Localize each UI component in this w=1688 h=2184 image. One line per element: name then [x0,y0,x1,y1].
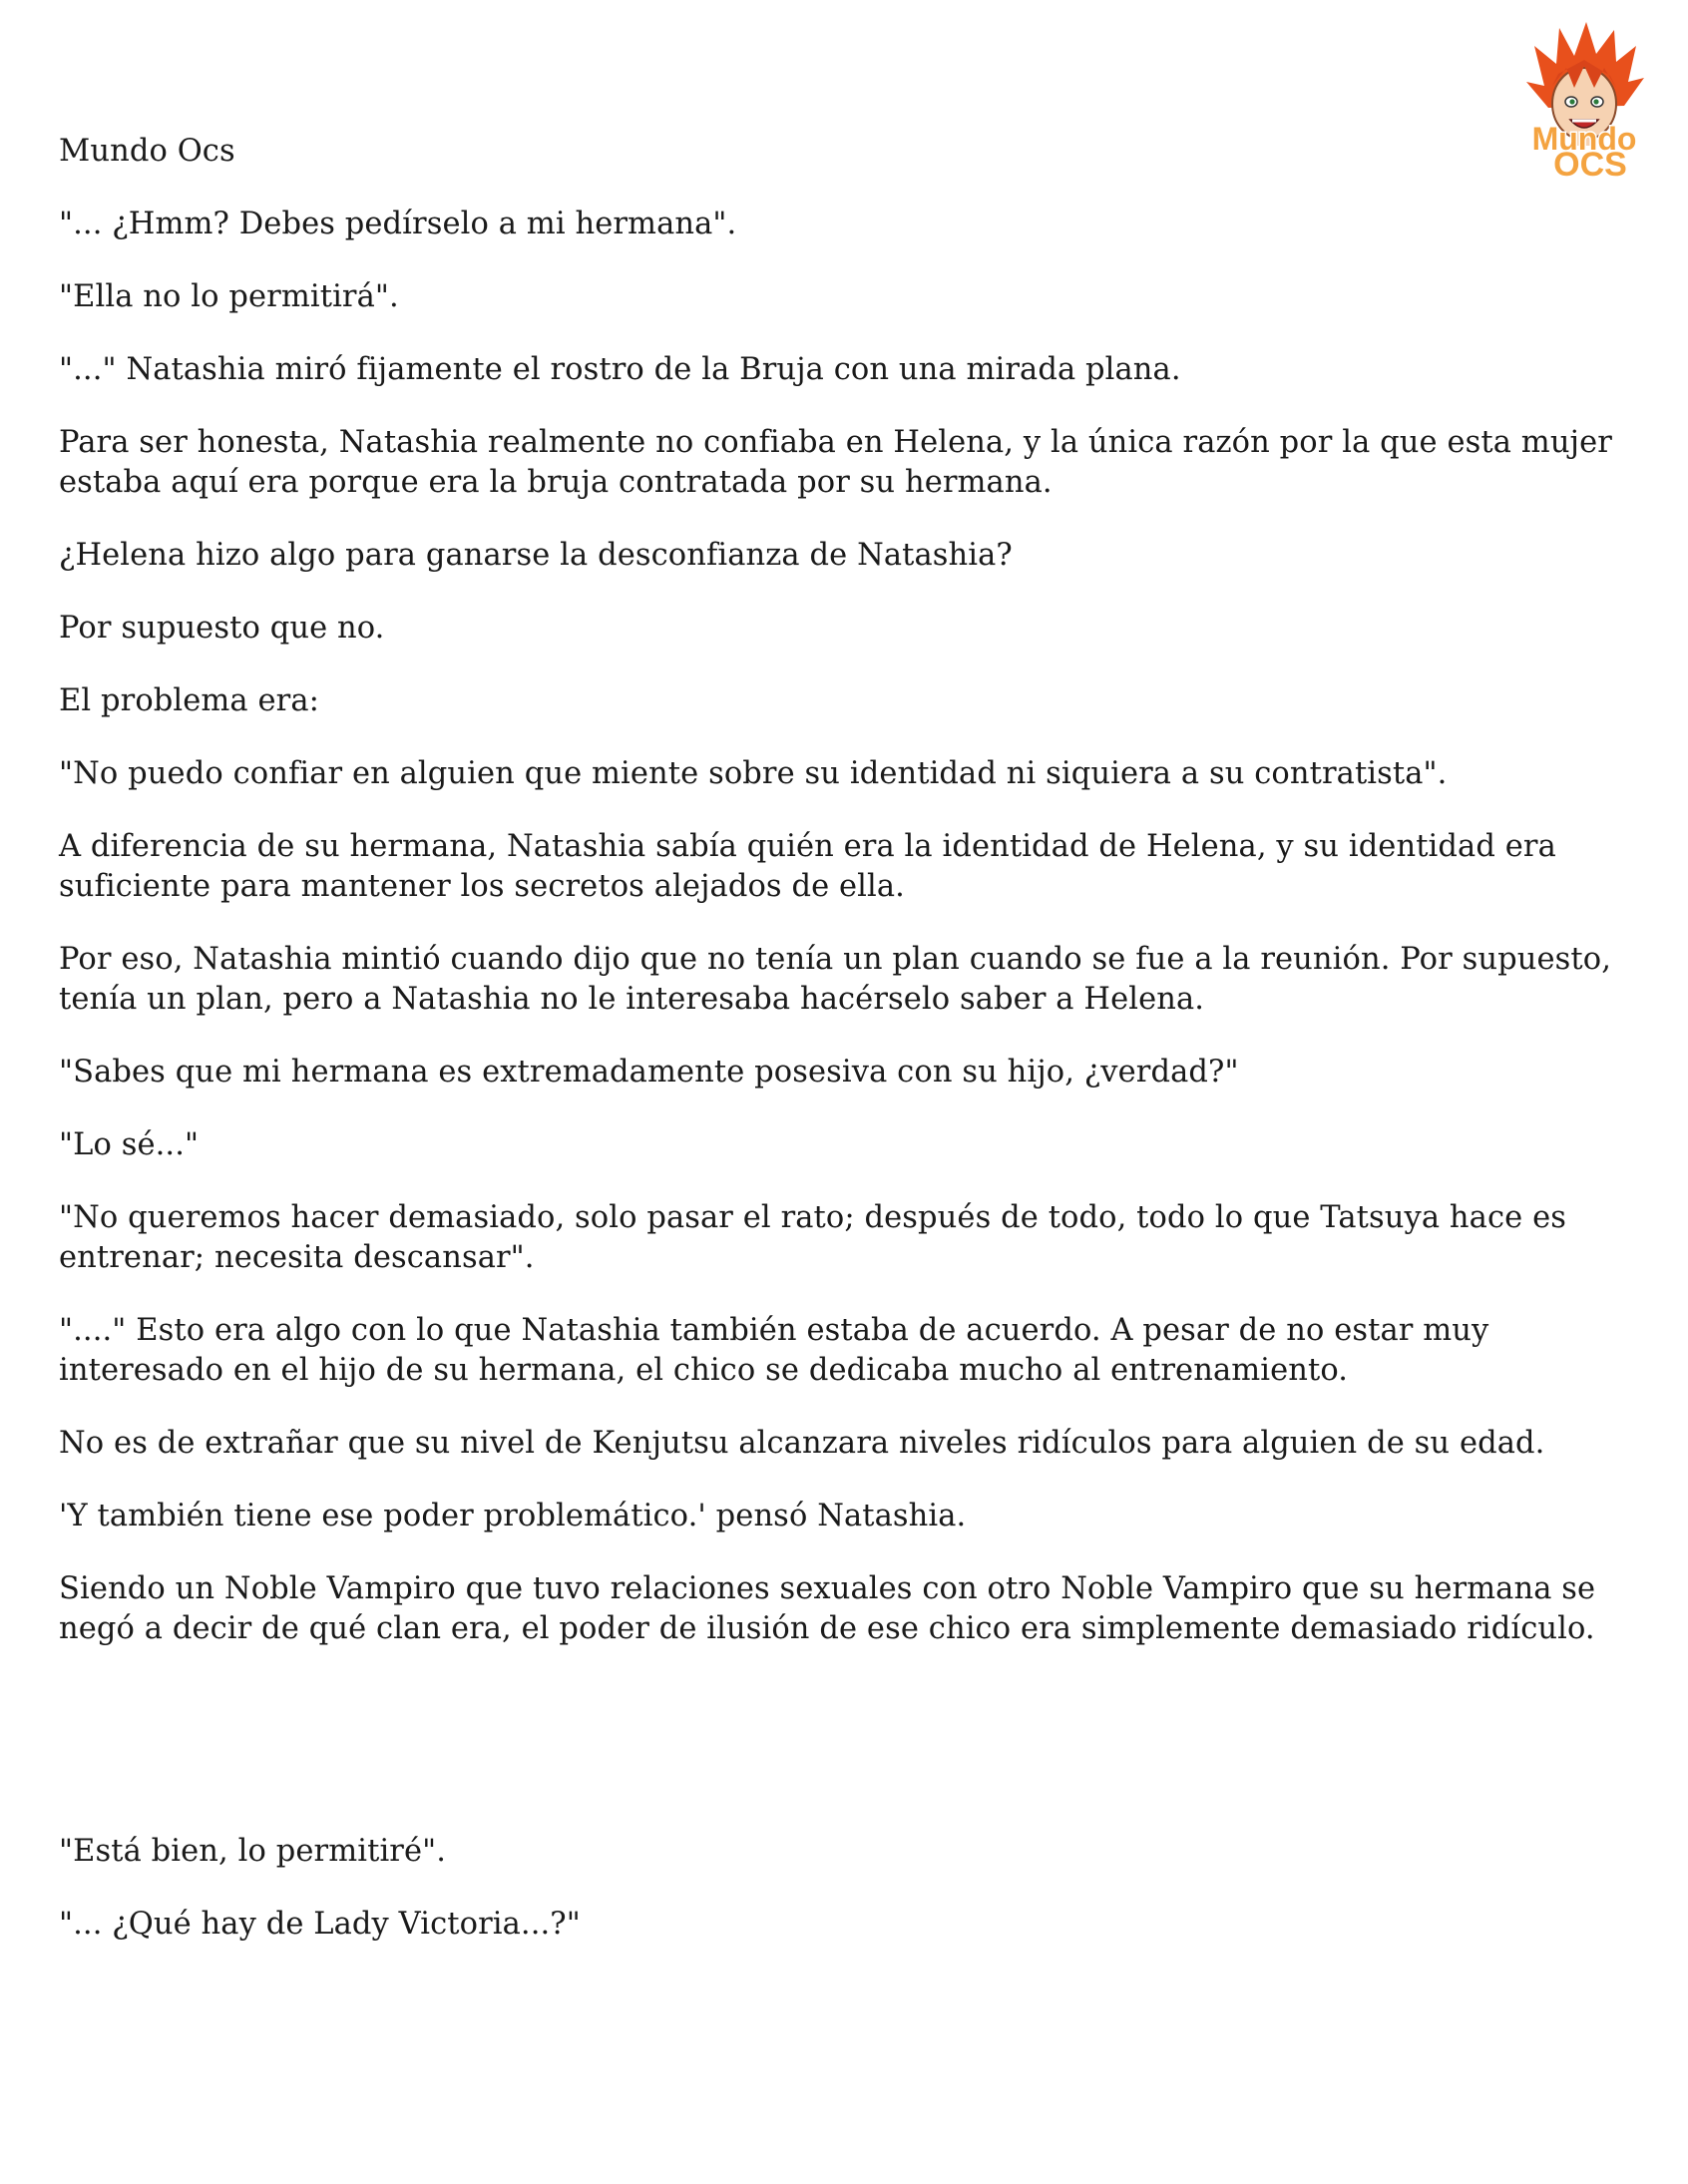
logo-text-line1: Mundo [1531,121,1637,157]
paragraph: "Está bien, lo permitiré". [59,1834,447,1869]
site-name-heading: Mundo Ocs [59,134,235,169]
paragraph: "Lo sé..." [59,1127,200,1162]
paragraph: Por supuesto que no. [59,611,385,646]
paragraph: El problema era: [59,683,319,718]
paragraph: "... ¿Qué hay de Lady Victoria...?" [59,1907,581,1942]
section-break [59,1682,1635,1832]
paragraph: Por eso, Natashia mintió cuando dijo que no tenía un plan cuando se fue a la reunión. Por supuesto, tenía un plan, pero a Natashia no le interesaba hacérselo saber a Helena. [59,942,1612,1017]
paragraph: "Ella no lo permitirá". [59,279,399,314]
paragraph: 'Y también tiene ese poder problemático.' pensó Natashia. [59,1499,967,1533]
logo-text-line2: OCS [1553,146,1627,184]
paragraph: No es de extrañar que su nivel de Kenjutsu alcanzara niveles ridículos para alguien de su edad. [59,1426,1545,1461]
paragraph: Siendo un Noble Vampiro que tuvo relaciones sexuales con otro Noble Vampiro que su hermana se negó a decir de qué clan era, el poder de ilusión de ese chico era simplemente demasiado ridículo. [59,1571,1596,1646]
paragraph: ¿Helena hizo algo para ganarse la desconfianza de Natashia? [59,538,1013,573]
paragraph: "Sabes que mi hermana es extremadamente posesiva con su hijo, ¿verdad?" [59,1055,1239,1090]
paragraph: A diferencia de su hermana, Natashia sabía quién era la identidad de Helena, y su identidad era suficiente para mantener los secretos alejados de ella. [59,829,1556,904]
paragraph: "... ¿Hmm? Debes pedírselo a mi hermana". [59,207,737,241]
paragraph: "No queremos hacer demasiado, solo pasar el rato; después de todo, todo lo que Tatsuya hace es entrenar; necesita descansar". [59,1200,1566,1275]
paragraph: "...." Esto era algo con lo que Natashia también estaba de acuerdo. A pesar de no estar muy interesado en el hijo de su hermana, el chico se dedicaba mucho al entrenamiento. [59,1313,1489,1388]
paragraph: Para ser honesta, Natashia realmente no confiaba en Helena, y la única razón por la que esta mujer estaba aquí era porque era la bruja contratada por su hermana. [59,425,1612,500]
document-body [59,132,1635,1977]
paragraph: "..." Natashia miró fijamente el rostro de la Bruja con una mirada plana. [59,352,1181,387]
paragraph: "No puedo confiar en alguien que miente sobre su identidad ni siquiera a su contratista". [59,756,1448,791]
